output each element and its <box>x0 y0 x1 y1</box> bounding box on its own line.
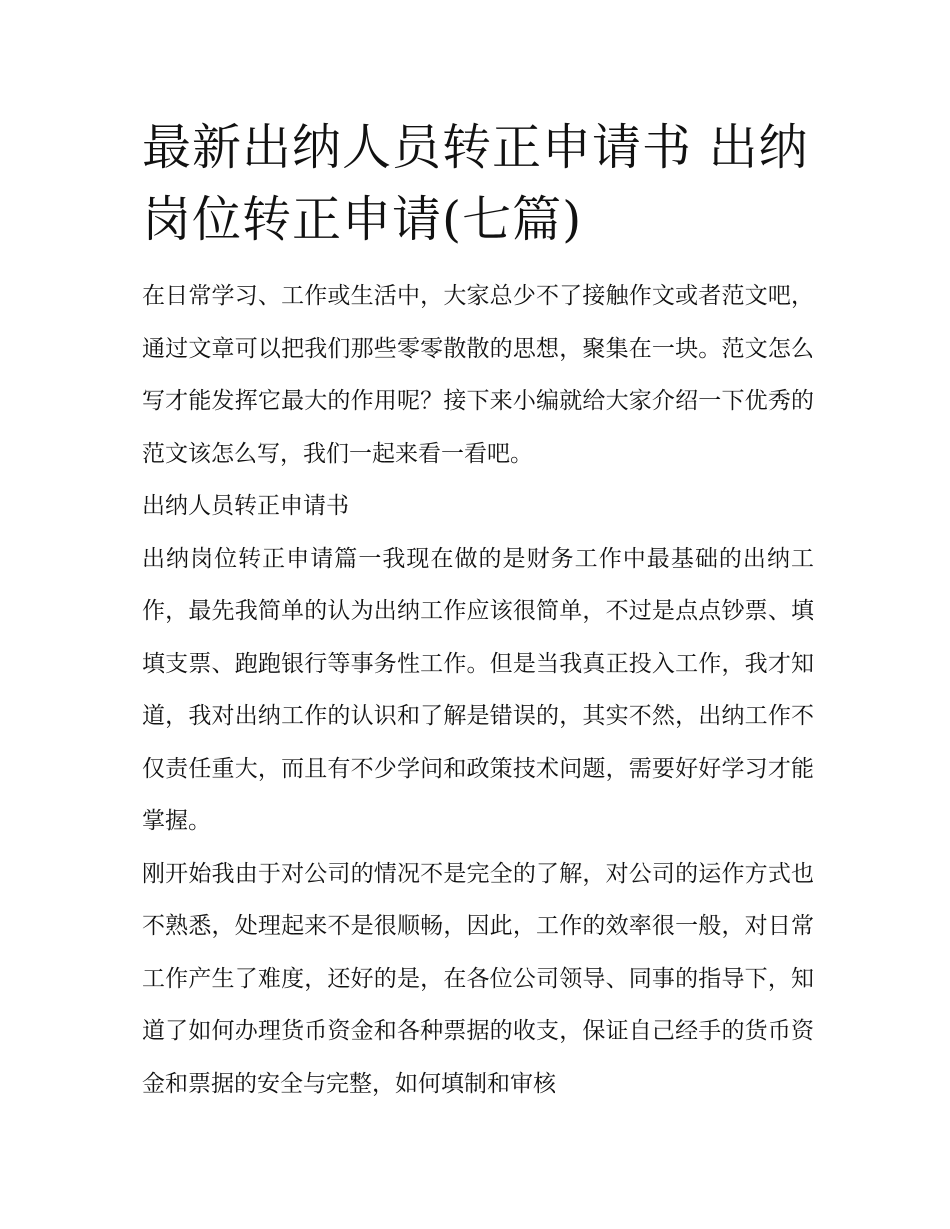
body-paragraph: 刚开始我由于对公司的情况不是完全的了解，对公司的运作方式也不熟悉，处理起来不是很顺畅，因此，工作的效率很一般，对日常工作产生了难度，还好的是，在各位公司领导、同事的指导下，知道了如何办理货币资金和各种票据的收支，保证自己经手的货币资金和票据的安全与完整，如何填制和审核 <box>142 860 814 1097</box>
section-heading: 出纳人员转正申请书 <box>142 493 349 519</box>
document-title: 最新出纳人员转正申请书 出纳岗位转正申请(七篇) <box>142 119 809 248</box>
document-body <box>142 112 814 1110</box>
intro-paragraph: 在日常学习、工作或生活中，大家总少不了接触作文或者范文吧，通过文章可以把我们那些零零散散的思想，聚集在一块。范文怎么写才能发挥它最大的作用呢？接下来小编就给大家介绍一下优秀的范文该怎么写，我们一起来看一看吧。 <box>142 283 814 467</box>
body-paragraph: 出纳岗位转正申请篇一我现在做的是财务工作中最基础的出纳工作，最先我简单的认为出纳工作应该很简单，不过是点点钞票、填填支票、跑跑银行等事务性工作。但是当我真正投入工作，我才知道，我对出纳工作的认识和了解是错误的，其实不然，出纳工作不仅责任重大，而且有不少学问和政策技术问题，需要好好学习才能掌握。 <box>142 545 814 834</box>
